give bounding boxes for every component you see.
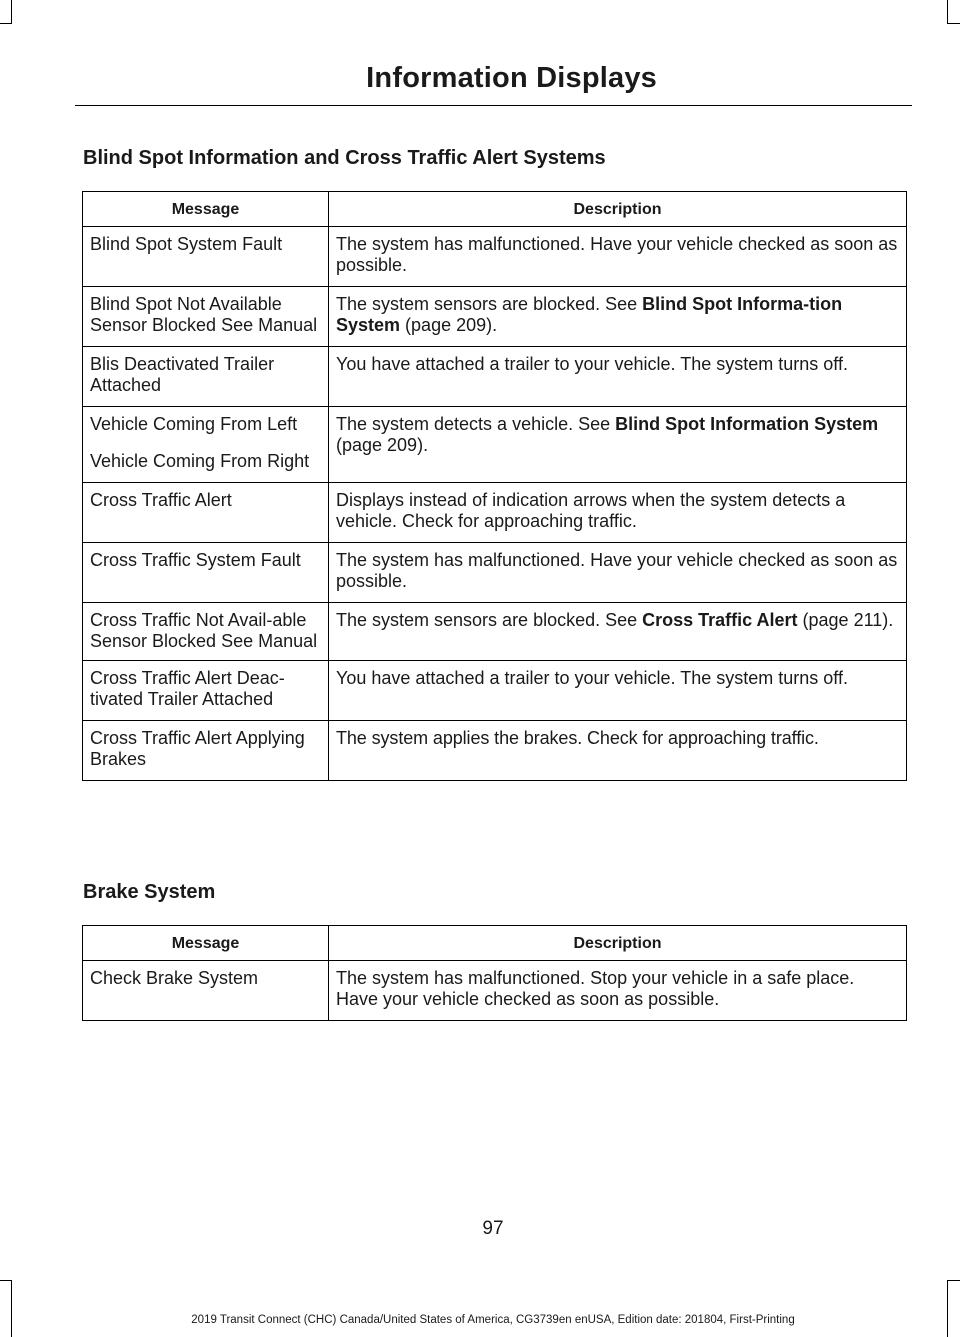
crop-mark	[0, 1280, 11, 1281]
page-title: Information Displays	[366, 62, 657, 94]
message-cell: Blis Deactivated Trailer Attached	[83, 347, 329, 407]
message-cell: Blind Spot System Fault	[83, 227, 329, 287]
table-row	[83, 661, 907, 721]
message-cell: Check Brake System	[83, 961, 329, 1021]
column-header-message: Message	[83, 192, 329, 227]
crop-mark	[947, 0, 948, 24]
message-cell: Vehicle Coming From Left Vehicle Coming From Right	[83, 407, 329, 483]
brake-system-message-table	[82, 925, 907, 1021]
table-row	[83, 543, 907, 603]
message-cell: Cross Traffic System Fault	[83, 543, 329, 603]
description-cell: You have attached a trailer to your vehicle. The system turns off.	[329, 661, 907, 721]
crop-mark	[948, 23, 960, 24]
crop-mark	[11, 0, 12, 24]
table-row	[83, 287, 907, 347]
message-cell: Cross Traffic Alert Applying Brakes	[83, 721, 329, 781]
header-divider	[75, 105, 912, 106]
column-header-description: Description	[329, 192, 907, 227]
section-title-blind-spot: Blind Spot Information and Cross Traffic Alert Systems	[83, 147, 606, 169]
column-header-message: Message	[83, 926, 329, 961]
description-cell: The system applies the brakes. Check for approaching traffic.	[329, 721, 907, 781]
table-row	[83, 347, 907, 407]
column-header-description: Description	[329, 926, 907, 961]
crop-mark	[0, 23, 11, 24]
description-cell: You have attached a trailer to your vehicle. The system turns off.	[329, 347, 907, 407]
message-cell: Blind Spot Not Available Sensor Blocked See Manual	[83, 287, 329, 347]
message-cell: Cross Traffic Alert	[83, 483, 329, 543]
table-row	[83, 721, 907, 781]
description-cell: The system sensors are blocked. See Cross Traffic Alert (page 211).	[329, 603, 907, 661]
table-row	[83, 407, 907, 483]
table-row	[83, 227, 907, 287]
description-cell: Displays instead of indication arrows when the system detects a vehicle. Check for approaching traffic.	[329, 483, 907, 543]
cross-reference-link[interactable]: Cross Traffic Alert	[642, 610, 798, 630]
table-row	[83, 961, 907, 1021]
message-cell: Cross Traffic Alert Deac-tivated Trailer Attached	[83, 661, 329, 721]
table-header-row	[83, 192, 907, 227]
section-title-brake-system: Brake System	[83, 881, 216, 903]
crop-mark	[948, 1280, 960, 1281]
description-cell: The system sensors are blocked. See Blind Spot Informa-tion System (page 209).	[329, 287, 907, 347]
blind-spot-message-table	[82, 191, 907, 781]
cross-reference-link[interactable]: Blind Spot Informa-tion System	[336, 294, 843, 335]
description-cell: The system has malfunctioned. Have your vehicle checked as soon as possible.	[329, 543, 907, 603]
description-cell: The system has malfunctioned. Have your vehicle checked as soon as possible.	[329, 227, 907, 287]
page-number: 97	[482, 1218, 504, 1239]
description-cell: The system detects a vehicle. See Blind Spot Information System (page 209).	[329, 407, 907, 483]
cross-reference-link[interactable]: Blind Spot Information System	[615, 414, 879, 434]
table-row	[83, 483, 907, 543]
crop-mark	[11, 1280, 12, 1337]
table-row	[83, 603, 907, 661]
table-header-row	[83, 926, 907, 961]
description-cell: The system has malfunctioned. Stop your vehicle in a safe place. Have your vehicle checked as soon as possible.	[329, 961, 907, 1021]
edition-footer: 2019 Transit Connect (CHC) Canada/United States of America, CG3739en enUSA, Edition date: 201804, First-Printing	[191, 1314, 795, 1326]
crop-mark	[947, 1280, 948, 1337]
message-cell: Cross Traffic Not Avail-able Sensor Blocked See Manual	[83, 603, 329, 661]
